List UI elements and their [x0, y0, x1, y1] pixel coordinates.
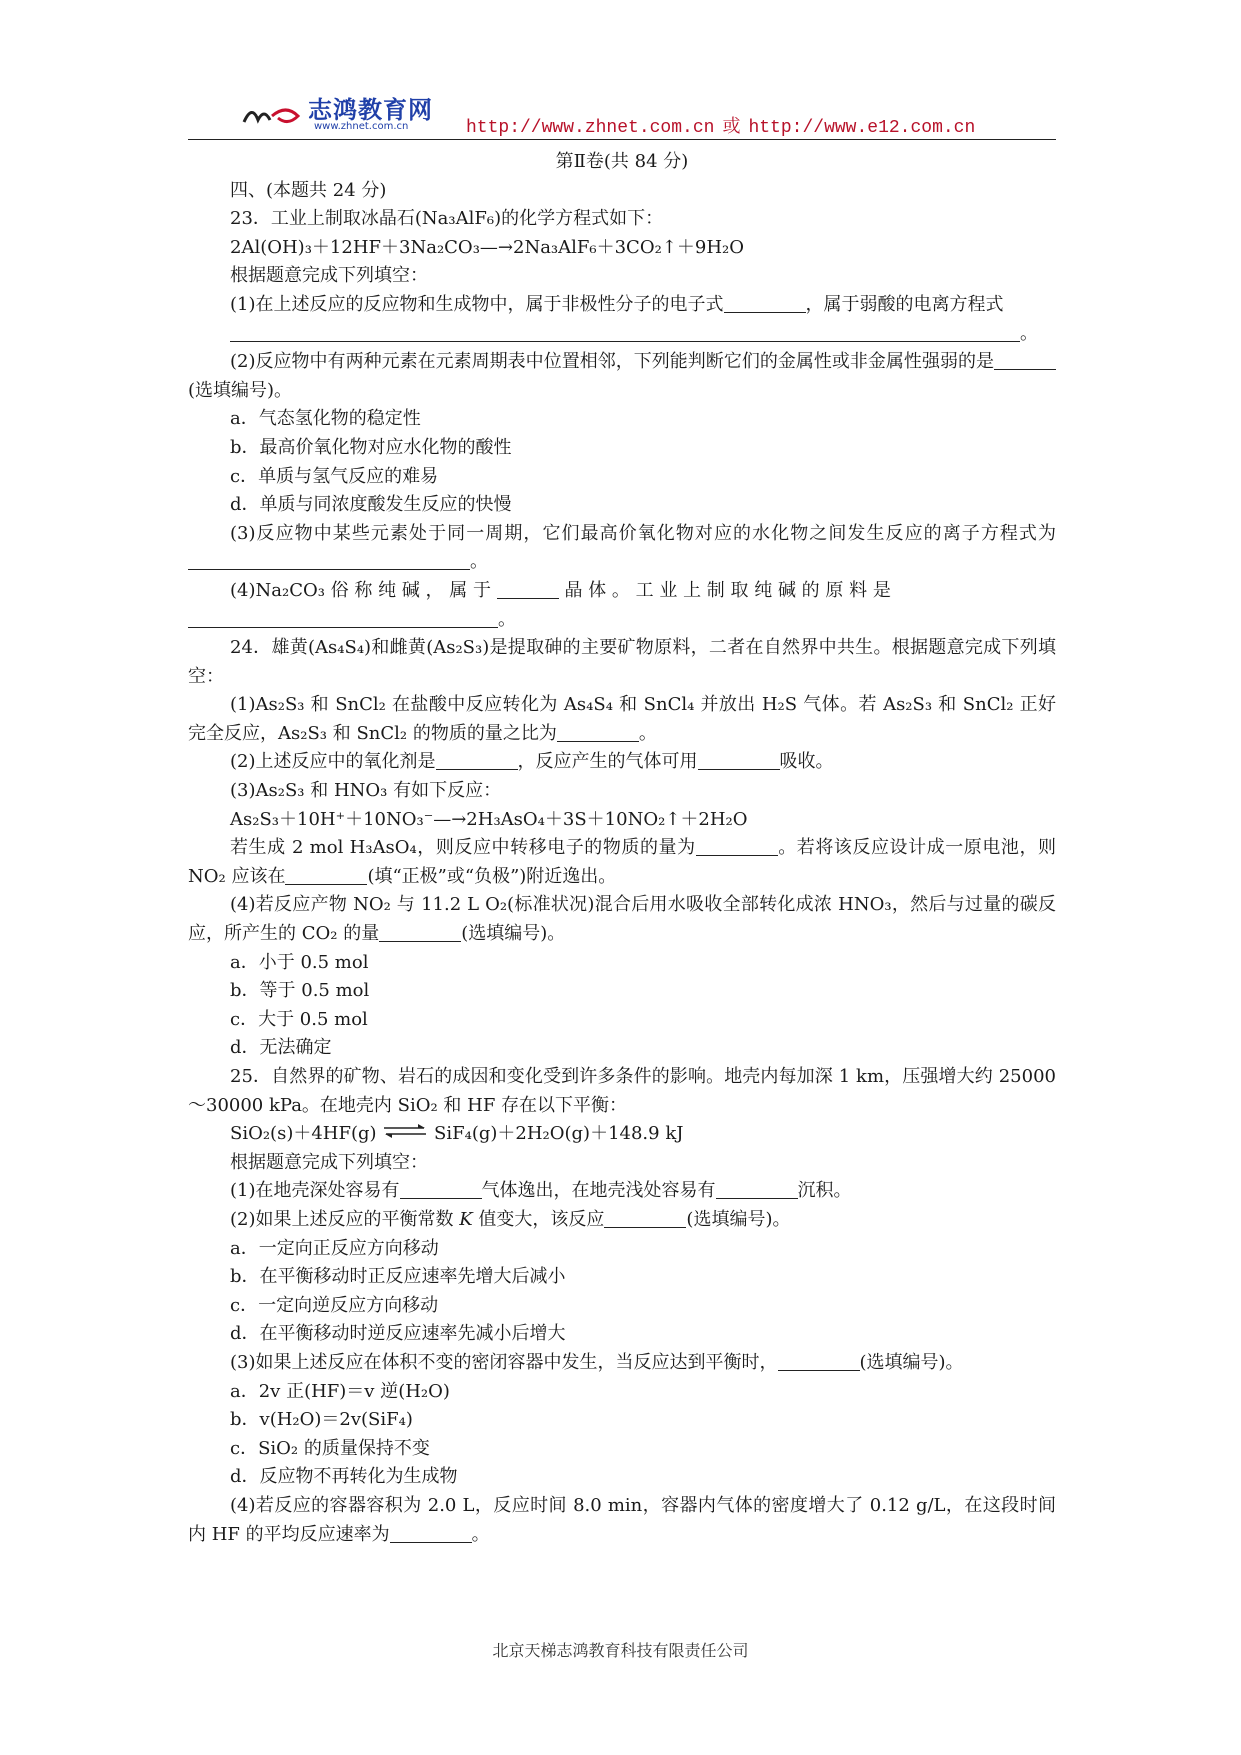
q25-part2: (2)如果上述反应的平衡常数 K 值变大，该反应 (选填编号)。 — [230, 1208, 791, 1230]
q24-part1: (1)As₂S₃ 和 SnCl₂ 在盐酸中反应转化为 As₄S₄ 和 SnCl₄ 并放出 H₂S 气体。若 As₂S₃ 和 SnCl₂ 正好完全反应，As₂S₃ 和 SnCl₂ 的物质的量之比为 。 — [188, 694, 1056, 744]
answer-blank[interactable] — [379, 923, 461, 942]
option: d．单质与同浓度酸发生反应的快慢 — [230, 494, 512, 516]
option: a．小于 0.5 mol — [230, 951, 369, 973]
option: b．等于 0.5 mol — [230, 980, 370, 1002]
q25-equation: SiO₂(s)＋4HF(g) SiF₄(g)＋2H₂O(g)＋148.9 kJ — [230, 1123, 684, 1145]
page-header — [188, 84, 1056, 140]
q24-intro: 24．雄黄(As₄S₄)和雌黄(As₂S₃)是提取砷的主要矿物原料，二者在自然界中共生。根据题意完成下列填空： — [188, 637, 1056, 687]
answer-blank[interactable] — [230, 323, 1020, 342]
answer-blank[interactable] — [557, 723, 639, 742]
q24-part3b: 若生成 2 mol H₃AsO₄，则反应中转移电子的物质的量为 。若将该反应设计成一原电池，则 NO₂ 应该在 (填“正极”或“负极”)附近逸出。 — [188, 837, 1057, 887]
q23-instruction: 根据题意完成下列填空： — [230, 265, 428, 287]
q25-part3: (3)如果上述反应在体积不变的密闭容器中发生，当反应达到平衡时， (选填编号)。 — [230, 1351, 964, 1373]
q24-part4: (4)若反应产物 NO₂ 与 11.2 L O₂(标准状况)混合后用水吸收全部转化成浓 HNO₃，然后与过量的碳反应，所产生的 CO₂ 的量 (选填编号)。 — [188, 894, 1056, 945]
q23-part2: (2)反应物中有两种元素在元素周期表中位置相邻，下列能判断它们的金属性或非金属性强弱的是(选填编号)。 — [188, 348, 1056, 405]
answer-blank[interactable] — [400, 1180, 482, 1199]
q23-part4: (4)Na₂CO₃ 俗 称 纯 碱 ， 属 于 晶 体 。 工 业 上 制 取 纯 碱 的 原 料 是 — [230, 579, 891, 601]
answer-blank[interactable] — [188, 609, 498, 628]
site-link-2[interactable]: http://www.e12.com.cn — [748, 118, 976, 138]
logo-url: www.zhnet.com.cn — [314, 121, 409, 132]
q23-part3: (3)反应物中某些元素处于同一周期，它们最高价氧化物对应的水化物之间发生反应的离子方程式为。 — [188, 520, 1056, 577]
option: a．气态氢化物的稳定性 — [230, 408, 421, 430]
q25-intro: 25．自然界的矿物、岩石的成因和变化受到许多条件的影响。地壳内每加深 1 km，压强增大约 25000～30000 kPa。在地壳内 SiO₂ 和 HF 存在以下平衡： — [188, 1066, 1056, 1116]
q23-part1: (1)在上述反应的反应物和生成物中，属于非极性分子的电子式 ，属于弱酸的电离方程式 — [230, 293, 1004, 315]
document-body — [188, 148, 1056, 1549]
answer-blank[interactable] — [390, 1524, 472, 1543]
q24-part3: (3)As₂S₃ 和 HNO₃ 有如下反应： — [230, 780, 502, 802]
option: c．一定向逆反应方向移动 — [230, 1294, 439, 1316]
logo-name: 志鸿教育网 — [308, 96, 433, 124]
q25-instruction: 根据题意完成下列填空： — [230, 1151, 428, 1173]
q23-intro: 23．工业上制取冰晶石(Na₃AlF₆)的化学方程式如下： — [230, 208, 664, 230]
logo-swirl-icon — [242, 102, 302, 128]
answer-blank[interactable] — [497, 580, 559, 599]
option: d．无法确定 — [230, 1037, 332, 1059]
part-heading: 四、(本题共 24 分) — [230, 179, 387, 201]
option: b．最高价氧化物对应水化物的酸性 — [230, 436, 512, 458]
equilibrium-arrow-icon — [382, 1124, 428, 1138]
answer-blank[interactable] — [696, 837, 778, 856]
answer-blank[interactable] — [724, 294, 806, 313]
site-link-1[interactable]: http://www.zhnet.com.cn — [466, 118, 715, 138]
q25-part1: (1)在地壳深处容易有 气体逸出，在地壳浅处容易有 沉积。 — [230, 1180, 852, 1202]
option: d．反应物不再转化为生成物 — [230, 1466, 458, 1488]
answer-blank[interactable] — [285, 866, 367, 885]
option: b．在平衡移动时正反应速率先增大后减小 — [230, 1266, 566, 1288]
option: a．2v 正(HF)＝v 逆(H₂O) — [230, 1380, 450, 1402]
header-rule — [188, 139, 1056, 140]
q24-equation: As₂S₃＋10H⁺＋10NO₃⁻—→2H₃AsO₄＋3S＋10NO₂↑＋2H₂O — [230, 808, 748, 830]
answer-blank[interactable] — [716, 1180, 798, 1199]
q25-part4: (4)若反应的容器容积为 2.0 L，反应时间 8.0 min，容器内气体的密度增大了 0.12 g/L，在这段时间内 HF 的平均反应速率为 。 — [188, 1494, 1056, 1545]
option: c．单质与氢气反应的难易 — [230, 465, 439, 487]
page-footer: 北京天梯志鸿教育科技有限责任公司 — [492, 1641, 749, 1660]
answer-blank[interactable] — [188, 551, 470, 570]
answer-blank[interactable] — [698, 751, 780, 770]
answer-blank[interactable] — [778, 1352, 860, 1371]
or-text: 或 — [722, 116, 741, 137]
section-title: 第Ⅱ卷(共 84 分) — [555, 151, 689, 172]
option: c．大于 0.5 mol — [230, 1008, 368, 1030]
answer-blank[interactable] — [604, 1209, 686, 1228]
q23-part1-line: 。 — [188, 320, 1056, 349]
option: d．在平衡移动时逆反应速率先减小后增大 — [230, 1323, 566, 1345]
q23-equation: 2Al(OH)₃＋12HF＋3Na₂CO₃—→2Na₃AlF₆＋3CO₂↑＋9H₂O — [230, 236, 745, 258]
answer-blank[interactable] — [994, 351, 1056, 370]
q23-part4-line: 。 — [188, 606, 1056, 635]
option: c．SiO₂ 的质量保持不变 — [230, 1437, 430, 1459]
option: a．一定向正反应方向移动 — [230, 1237, 439, 1259]
answer-blank[interactable] — [436, 751, 518, 770]
option: b．v(H₂O)＝2v(SiF₄) — [230, 1409, 413, 1431]
q24-part2: (2)上述反应中的氧化剂是 ，反应产生的气体可用 吸收。 — [230, 751, 834, 773]
site-links — [466, 112, 975, 138]
